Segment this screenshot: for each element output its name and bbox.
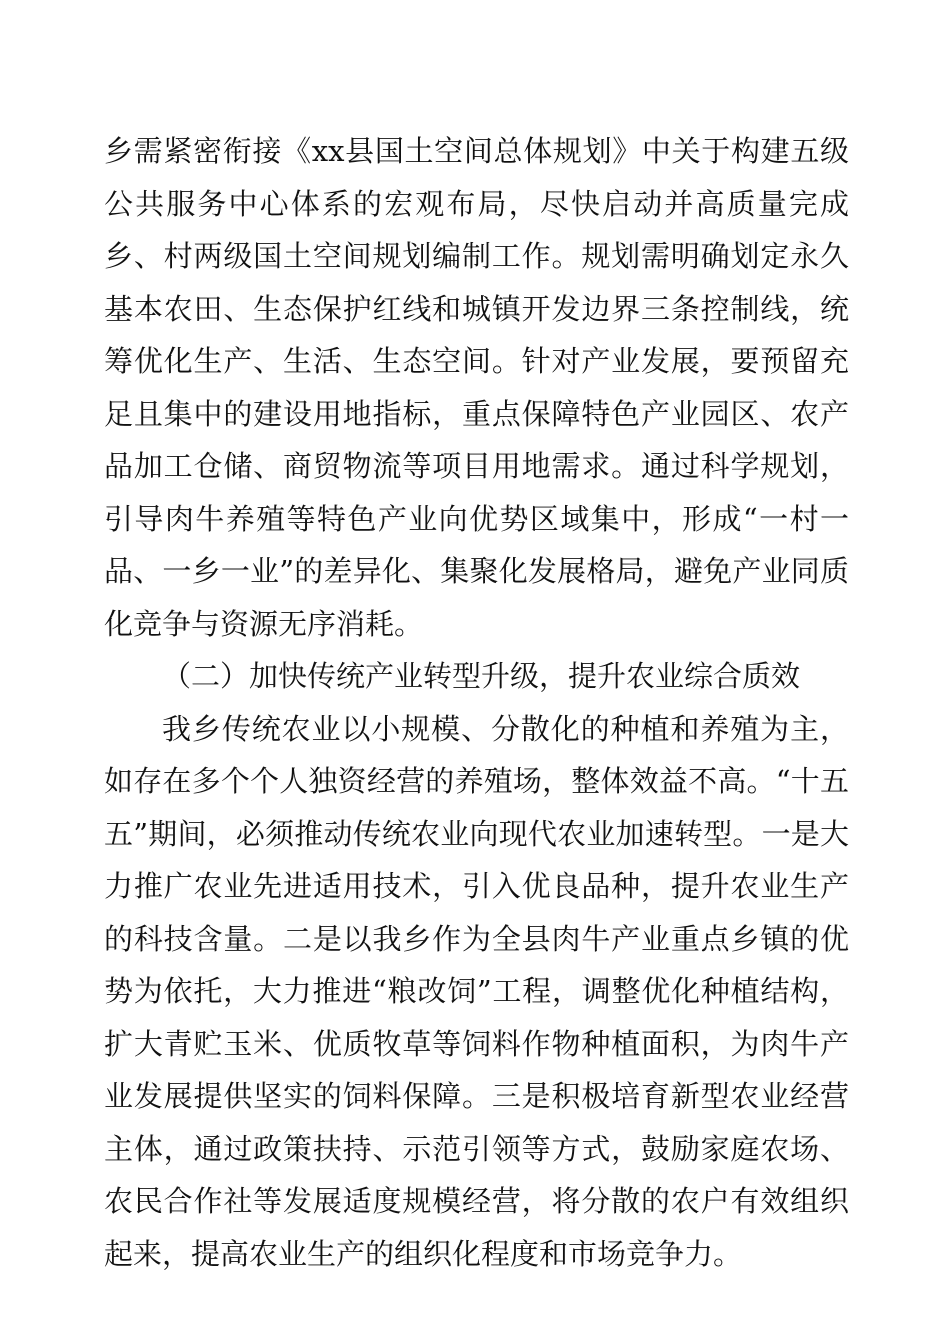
document-body: [104, 125, 849, 1280]
section-heading: （二）加快传统产业转型升级，提升农业综合质效: [162, 659, 801, 693]
body-paragraph: 我乡传统农业以小规模、分散化的种植和养殖为主，如存在多个个人独资经营的养殖场，整体效益不高。“十五五”期间，必须推动传统农业向现代农业加速转型。一是大力推广农业先进适用技术，引入优良品种，提升农业生产的科技含量。二是以我乡作为全县肉牛产业重点乡镇的优势为依托，大力推进“粮改饲”工程，调整优化种植结构，扩大青贮玉米、优质牧草等饲料作物种植面积，为肉牛产业发展提供坚实的饲料保障。三是积极培育新型农业经营主体，通过政策扶持、示范引领等方式，鼓励家庭农场、农民合作社等发展适度规模经营，将分散的农户有效组织起来，提高农业生产的组织化程度和市场竞争力。: [104, 711, 849, 1271]
body-paragraph-continued: 乡需紧密衔接《xx县国土空间总体规划》中关于构建五级公共服务中心体系的宏观布局，尽快启动并高质量完成乡、村两级国土空间规划编制工作。规划需明确划定永久基本农田、生态保护红线和城镇开发边界三条控制线，统筹优化生产、生活、生态空间。针对产业发展，要预留充足且集中的建设用地指标，重点保障特色产业园区、农产品加工仓储、商贸物流等项目用地需求。通过科学规划，引导肉牛养殖等特色产业向优势区域集中，形成“一村一品、一乡一业”的差异化、集聚化发展格局，避免产业同质化竞争与资源无序消耗。: [104, 134, 849, 641]
